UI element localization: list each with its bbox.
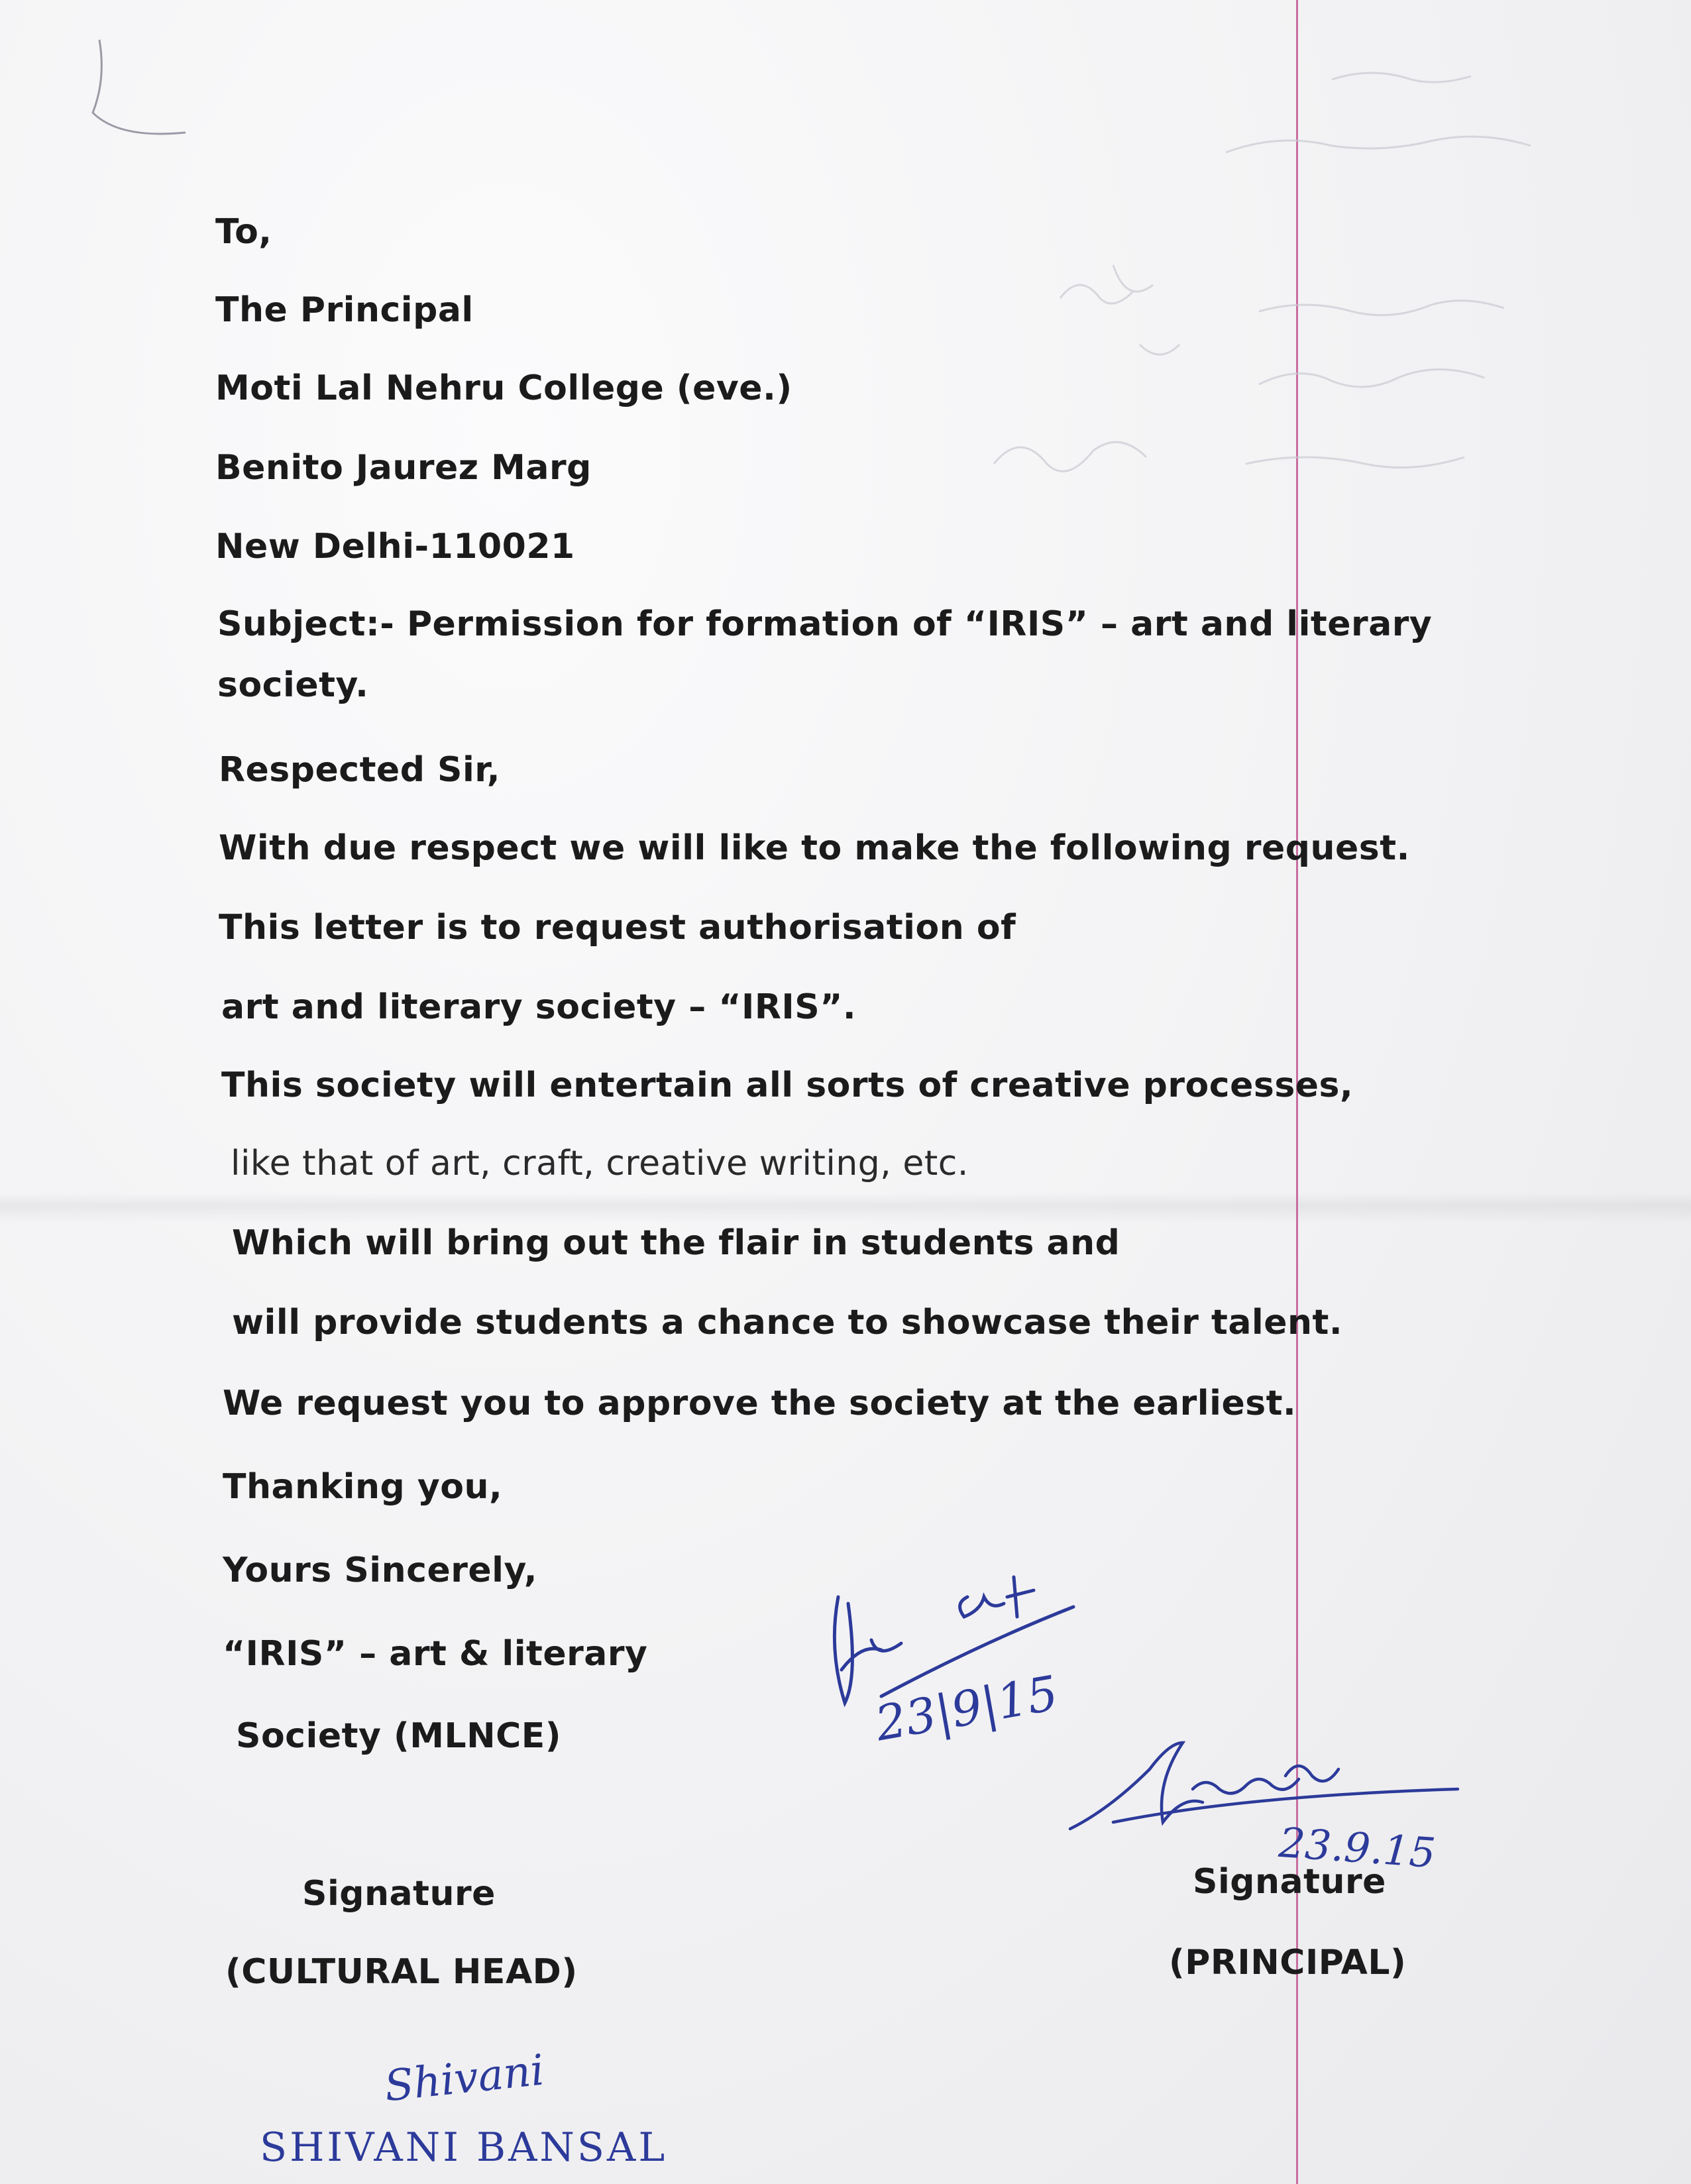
body-line: We request you to approve the society at the earliest. [223, 1384, 1297, 1423]
handwritten-first-name: Shivani [382, 2046, 547, 2112]
body-line: will provide students a chance to showcase their talent. [232, 1303, 1343, 1342]
handwritten-full-name: SHIVANI BANSAL [260, 2124, 668, 2171]
org-name-line-1: “IRIS” – art & literary [223, 1634, 648, 1674]
org-name-line-2: Society (MLNCE) [236, 1716, 562, 1756]
body-line: With due respect we will like to make the following request. [219, 828, 1410, 868]
subject-line-2: society. [217, 665, 369, 705]
body-line: Which will bring out the flair in students and [232, 1223, 1120, 1263]
street-address: Benito Jaurez Marg [215, 448, 592, 488]
body-line-faded: like that of art, craft, creative writing, etc. [231, 1144, 969, 1183]
recipient-title: The Principal [215, 290, 474, 330]
subject-line-1: Subject:- Permission for formation of “IRIS” – art and literary [217, 604, 1433, 644]
college-name: Moti Lal Nehru College (eve.) [215, 368, 792, 408]
handwritten-date-1: 23|9|15 [871, 1665, 1062, 1752]
city-postcode: New Delhi-110021 [215, 527, 575, 567]
greeting: Respected Sir, [219, 750, 501, 790]
principal-role: (PRINCIPAL) [1169, 1943, 1407, 1983]
left-signature-label: Signature [302, 1874, 496, 1914]
cultural-head-role: (CULTURAL HEAD) [225, 1952, 578, 1992]
body-line: This society will entertain all sorts of creative processes, [221, 1065, 1354, 1105]
right-signature-label: Signature [1193, 1862, 1386, 1902]
body-line: This letter is to request authorisation of [219, 908, 1016, 948]
sign-off: Yours Sincerely, [223, 1551, 538, 1590]
handwritten-date-2: 23.9.15 [1277, 1818, 1437, 1878]
salutation-to: To, [215, 212, 272, 252]
body-line: art and literary society – “IRIS”. [221, 987, 857, 1027]
closing: Thanking you, [223, 1467, 503, 1507]
